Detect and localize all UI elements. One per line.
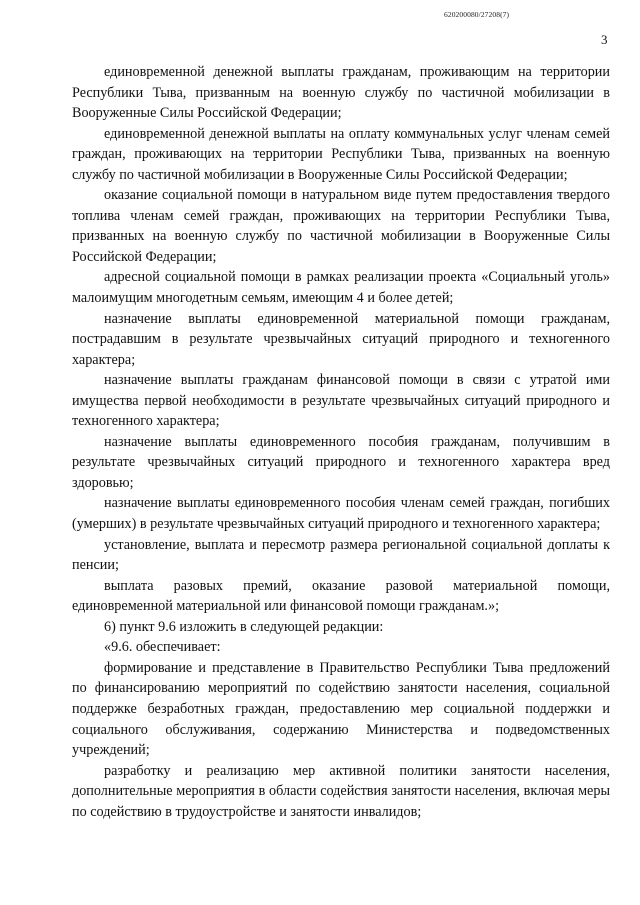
paragraph: назначение выплаты гражданам финансовой помощи в связи с утратой ими имущества первой необходимости в результате чрезвычайных ситуаций природного и техногенного характера; bbox=[72, 372, 610, 430]
page-number: 3 bbox=[601, 32, 608, 47]
paragraph: единовременной денежной выплаты на оплату коммунальных услуг членам семей граждан, проживающих на территории Республики Тыва, призванных на военную службу по частичной мобилизации в Вооруженные Силы Российской Федерации; bbox=[72, 125, 610, 183]
paragraph: формирование и представление в Правительство Республики Тыва предложений по финансированию мероприятий по содействию занятости населения, социальной поддержке безработных граждан, предоставлению мер социальной поддержки и социального обслуживания, содержанию Министерства и подведомственных учреждений; bbox=[72, 659, 610, 759]
paragraph: назначение выплаты единовременного пособия гражданам, получившим в результате чрезвычайных ситуаций природного и техногенного характера вред здоровью; bbox=[72, 433, 610, 491]
paragraph: оказание социальной помощи в натуральном виде путем предоставления твердого топлива членам семей граждан, проживающих на территории Республики Тыва, призванных на военную службу по частичной мобилизации в Вооруженные Силы Российской Федерации; bbox=[72, 187, 610, 265]
paragraph: выплата разовых премий, оказание разовой материальной помощи, единовременной материальной или финансовой помощи гражданам.»; bbox=[72, 577, 610, 615]
paragraph: «9.6. обеспечивает: bbox=[104, 639, 221, 656]
paragraph: единовременной денежной выплаты гражданам, проживающим на территории Республики Тыва, призванным на военную службу по частичной мобилизации в Вооруженные Силы Российской Федерации; bbox=[72, 64, 610, 122]
paragraph: назначение выплаты единовременной материальной помощи гражданам, пострадавшим в результате чрезвычайных ситуаций природного и техногенного характера; bbox=[72, 310, 610, 368]
paragraph: 6) пункт 9.6 изложить в следующей редакции: bbox=[104, 618, 384, 635]
paragraph: адресной социальной помощи в рамках реализации проекта «Социальный уголь» малоимущим многодетным семьям, имеющим 4 и более детей; bbox=[72, 269, 610, 307]
paragraph: назначение выплаты единовременного пособия членам семей граждан, погибших (умерших) в результате чрезвычайных ситуаций природного и техногенного характера; bbox=[72, 495, 610, 533]
document-body bbox=[72, 62, 610, 822]
paragraph: разработку и реализацию мер активной политики занятости населения, дополнительные мероприятия в области содействия занятости населения, включая меры по содействию в трудоустройстве и занятости инвалидов; bbox=[72, 762, 610, 820]
paragraph: установление, выплата и пересмотр размера региональной социальной доплаты к пенсии; bbox=[72, 536, 610, 574]
document-id: 620200080/27208(7) bbox=[444, 10, 510, 19]
